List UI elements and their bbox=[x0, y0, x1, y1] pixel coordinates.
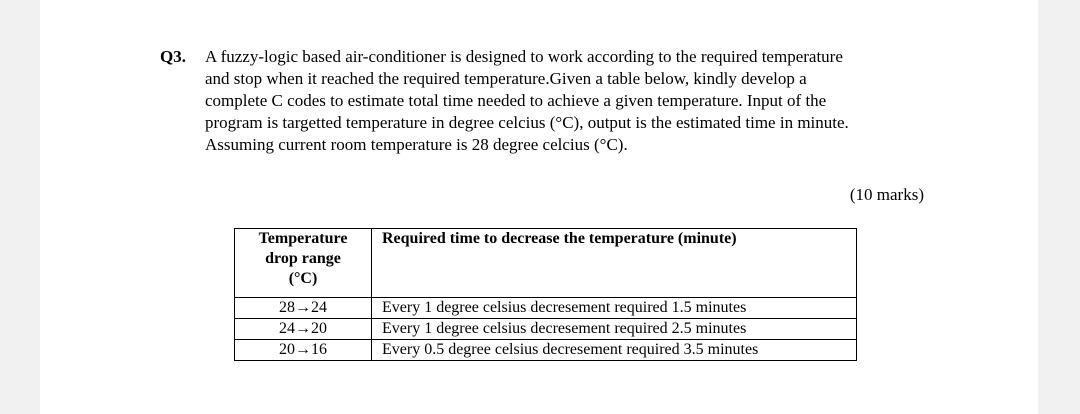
temperature-table bbox=[234, 228, 857, 361]
question-number: Q3. bbox=[160, 47, 186, 66]
range-cell: 24→20 bbox=[235, 319, 372, 340]
question-line: program is targetted temperature in degree celcius (°C), output is the estimated time in minute. bbox=[205, 113, 849, 132]
table-row bbox=[235, 298, 857, 319]
range-header-line: (°C) bbox=[288, 270, 318, 287]
table-row bbox=[235, 340, 857, 361]
table-header-row bbox=[235, 229, 857, 298]
range-header bbox=[235, 229, 372, 298]
marks-label: (10 marks) bbox=[849, 185, 924, 204]
question-text bbox=[205, 46, 931, 156]
description-cell: Every 1 degree celsius decresement required 2.5 minutes bbox=[372, 319, 857, 340]
range-cell: 28→24 bbox=[235, 298, 372, 319]
question-line: Assuming current room temperature is 28 degree celcius (°C). bbox=[205, 135, 628, 154]
range-header-line: Temperature bbox=[258, 230, 348, 247]
description-cell: Every 0.5 degree celsius decresement required 3.5 minutes bbox=[372, 340, 857, 361]
question-line: and stop when it reached the required temperature.Given a table below, kindly develop a bbox=[205, 69, 807, 88]
range-cell: 20→16 bbox=[235, 340, 372, 361]
range-header-line: drop range bbox=[265, 250, 341, 267]
question-line: complete C codes to estimate total time needed to achieve a given temperature. Input of the bbox=[205, 91, 827, 110]
table-row bbox=[235, 319, 857, 340]
question-line: A fuzzy-logic based air-conditioner is designed to work according to the required temperature bbox=[205, 47, 843, 66]
document-page bbox=[40, 0, 1038, 414]
description-cell: Every 1 degree celsius decresement required 1.5 minutes bbox=[372, 298, 857, 319]
time-header: Required time to decrease the temperature (minute) bbox=[372, 229, 857, 298]
